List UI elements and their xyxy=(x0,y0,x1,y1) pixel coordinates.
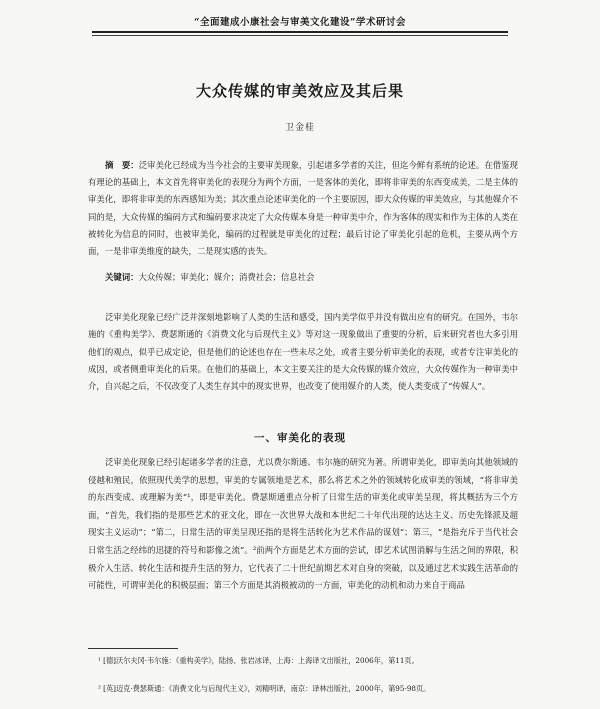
abstract-label: 摘 要： xyxy=(105,160,139,170)
abstract xyxy=(88,157,518,260)
header-rule-thin xyxy=(92,35,508,36)
footnote-1: ¹ [德]沃尔夫冈·韦尔施：《重构美学》，陆扬、张岩冰译，上海：上海译文出版社，2006年，第11页。 xyxy=(98,656,419,665)
footnote-rule xyxy=(88,648,178,649)
paper-title: 大众传媒的审美效应及其后果 xyxy=(195,82,404,100)
author-name: 卫金桂 xyxy=(284,123,315,133)
running-header: “全面建成小康社会与审美文化建设”学术研讨会 xyxy=(194,17,406,28)
abstract-text: 泛审美化已经成为当今社会的主要审美现象，引起诸多学者的关注，但迄今鲜有系统的论述。在借鉴现有理论的基础上，本文首先将审美化的表现分为两个方面，一是客体的美化，即将非审美的东西变成美，二是主体的审美化，即将非审美的东西感知为美；其次重点论述审美化的一个主要原因，即大众传媒的审美效应，与其他媒介不同的是，大众传媒的编码方式和编码要求决定了大众传媒本身是一种审美中介，作为客体的现实和作为主体的人类在被转化为信息的同时，也被审美化，编码的过程就是审美化的过程；最后讨论了审美化引起的危机，主要从两个方面，一是非审美维度的缺失，二是现实感的丧失。 xyxy=(88,160,518,257)
body-paragraph: 泛审美化现象已经引起诸多学者的注意，尤以费尔斯通、韦尔施的研究为著。所谓审美化，即审美向其他领域的侵越和殖民，依照现代美学的思想，审美的专属领地是艺术，那么将艺术之外的领域转化成审美的领域，“将非审美的东西变成、或理解为美”¹，即是审美化。费瑟斯通重点分析了日常生活的审美化或审美呈现，将其概括为三个方面，“首先，我们指的是那些艺术的亚文化，即在一次世界大战和本世纪二十年代出现的达达主义、历史先锋派及超现实主义运动”；“第二，日常生活的审美呈现还指的是将生活转化为艺术作品的谋划”；第三，“是指充斥于当代社会日常生活之经纬的迅捷的符号和影像之流”。²前两个方面是艺术方面的尝试，即艺术试图消解与生活之间的界限，积极介入生活、转化生活和提升生活的努力，它代表了二十世纪前期艺术对自身的突破，以及通过艺术实践生活革命的可能性，可谓审美化的积极层面；第三个方面是其消极被动的一方面，审美化的动机和动力来自于商品 xyxy=(88,457,518,591)
keywords xyxy=(88,270,518,285)
intro-paragraph: 泛审美化现象已经广泛并深刻地影响了人类的生活和感受，国内美学似乎并没有做出应有的研究。在国外，韦尔施的《重构美学》、费瑟斯通的《消费文化与后现代主义》等对这一现象做出了重要的分析，后来研究者也大多引用他们的观点，似乎已成定论，但是他们的论述也存在一些未尽之处，或者主要分析审美化的表现，或者专注审美化的成因，或者侧重审美化的后果。在他们的基础上，本文主要关注的是大众传媒的媒介效应，大众传媒作为一种审美中介，自兴起之后，不仅改变了人类生存其中的现实世界，也改变了使用媒介的人类，使人类变成了“传媒人”。 xyxy=(88,312,518,392)
keywords-label: 关键词： xyxy=(105,272,139,282)
keywords-text: 大众传媒；审美化；媒介；消费社会；信息社会 xyxy=(138,272,315,282)
header-rule xyxy=(92,31,508,33)
section-heading: 一、审美化的表现 xyxy=(254,432,346,444)
footnote-2: ² [英]迈克·费瑟斯通：《消费文化与后现代主义》，刘精明译，南京：译林出版社，2000年，第95-98页。 xyxy=(98,684,431,693)
